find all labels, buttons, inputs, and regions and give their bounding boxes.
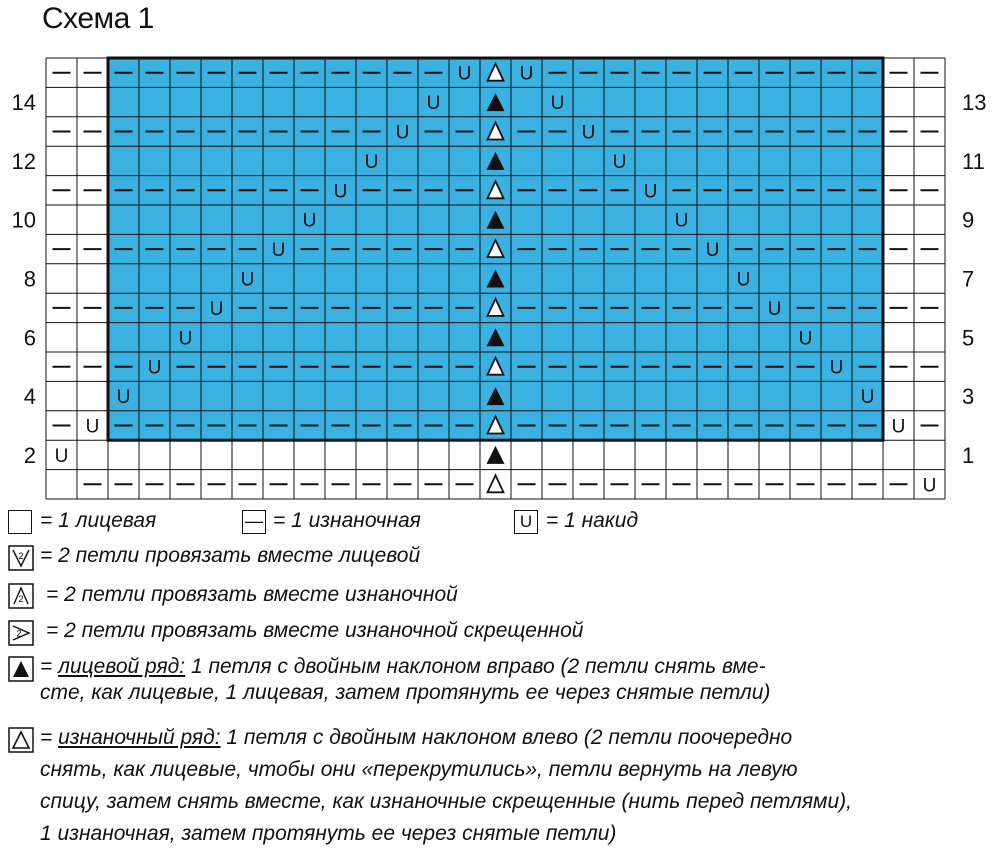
legend-left-dec-line3: спицу, затем снять вместе, как изнаночные скрещенные (нить перед петлями), — [40, 790, 852, 813]
yarn-over-stitch: U — [178, 328, 193, 350]
yarn-over-stitch: U — [829, 357, 844, 379]
yarn-over-stitch: U — [922, 475, 937, 497]
yarn-over-stitch: U — [457, 63, 472, 85]
p2tog-digit: 2 — [18, 594, 24, 604]
row-number-left: 6 — [23, 325, 36, 351]
yarn-over-stitch: U — [85, 416, 100, 438]
p2tog-icon — [8, 583, 34, 609]
left-dec-text-1: 1 петля с двойным наклоном влево (2 петли поочередно — [226, 726, 793, 749]
yarn-over-stitch: U — [54, 445, 69, 467]
yarn-over-stitch: U — [736, 269, 751, 291]
legend-right-dec-line2: сте, как лицевые, 1 лицевая, затем протянуть ее через снятые петли) — [40, 681, 771, 704]
yarn-over-stitch: U — [705, 240, 720, 262]
row-number-right: 7 — [962, 266, 975, 292]
legend-right-dec-line1 — [40, 654, 766, 680]
right-dec-eq: = — [40, 655, 53, 678]
row-number-right: 13 — [962, 90, 987, 116]
right-dec-text-1: 1 петля с двойным наклоном вправо (2 петли снять вме- — [190, 655, 766, 678]
yarn-over-stitch: U — [581, 122, 596, 144]
yarn-over-stitch: U — [612, 151, 627, 173]
yarn-over-stitch: U — [643, 181, 658, 203]
legend-knit: = 1 лицевая — [40, 509, 157, 532]
left-double-dec-icon — [8, 727, 34, 753]
yarn-over-stitch: U — [519, 63, 534, 85]
yarn-over-symbol-box — [514, 510, 538, 534]
yarn-over-stitch: U — [550, 93, 565, 115]
right-dec-row-label: лицевой ряд: — [58, 655, 186, 678]
legend-p2tog-tbl: = 2 петли провязать вместе изнаночной скрещенной — [46, 619, 584, 642]
yarn-over-stitch: U — [116, 387, 131, 409]
row-number-left: 12 — [11, 148, 36, 174]
chart-title: Схема 1 — [42, 2, 154, 35]
right-double-dec-icon — [8, 656, 34, 682]
row-number-right: 11 — [962, 148, 985, 174]
yarn-over-stitch: U — [333, 181, 348, 203]
knit-symbol-box — [8, 510, 32, 534]
purl-symbol-box — [242, 510, 266, 534]
purl-symbol: — — [245, 511, 263, 531]
yarn-over-stitch: U — [302, 210, 317, 232]
yarn-over-stitch: U — [674, 210, 689, 232]
k2tog-digit: 2 — [18, 551, 24, 561]
row-number-left: 14 — [11, 90, 36, 116]
row-number-left: 8 — [23, 266, 36, 292]
legend-purl: = 1 изнаночная — [273, 509, 421, 532]
p2tog-tbl-icon — [8, 620, 34, 646]
row-number-right: 9 — [962, 207, 975, 233]
yarn-over-stitch: U — [426, 93, 441, 115]
left-double-dec-stitch — [488, 475, 504, 492]
yarn-over-stitch: U — [271, 240, 286, 262]
legend-k2tog: = 2 петли провязать вместе лицевой — [40, 544, 421, 567]
yarn-over-stitch: U — [395, 122, 410, 144]
p2tog-tbl-digit: 2 — [16, 628, 22, 639]
yarn-over-stitch: U — [240, 269, 255, 291]
yarn-over-stitch: U — [147, 357, 162, 379]
legend-left-dec-line2: снять, как лицевые, чтобы они «перекрутились», петли вернуть на левую — [40, 758, 798, 781]
row-number-left: 10 — [11, 207, 36, 233]
row-number-right: 3 — [962, 384, 975, 410]
yarn-over-stitch: U — [364, 151, 379, 173]
legend-p2tog: = 2 петли провязать вместе изнаночной — [46, 583, 458, 606]
legend-yarn-over: = 1 накид — [546, 509, 639, 532]
yarn-over-stitch: U — [798, 328, 813, 350]
right-double-dec-stitch — [487, 446, 505, 464]
yarn-over-stitch: U — [891, 416, 906, 438]
left-dec-eq: = — [40, 726, 53, 749]
row-number-left: 4 — [23, 384, 36, 410]
left-dec-row-label: изнаночный ряд: — [58, 726, 221, 749]
legend-left-dec-line4: 1 изнаночная, затем протянуть ее через снятые петли) — [40, 822, 617, 845]
yarn-over-stitch: U — [209, 298, 224, 320]
yarn-over-symbol: U — [519, 512, 533, 531]
k2tog-icon — [8, 545, 34, 571]
row-number-right: 1 — [962, 442, 975, 468]
row-number-right: 5 — [962, 325, 975, 351]
yarn-over-stitch: U — [767, 298, 782, 320]
row-number-left: 2 — [23, 442, 36, 468]
legend-left-dec-line1 — [40, 725, 792, 751]
yarn-over-stitch: U — [860, 387, 875, 409]
